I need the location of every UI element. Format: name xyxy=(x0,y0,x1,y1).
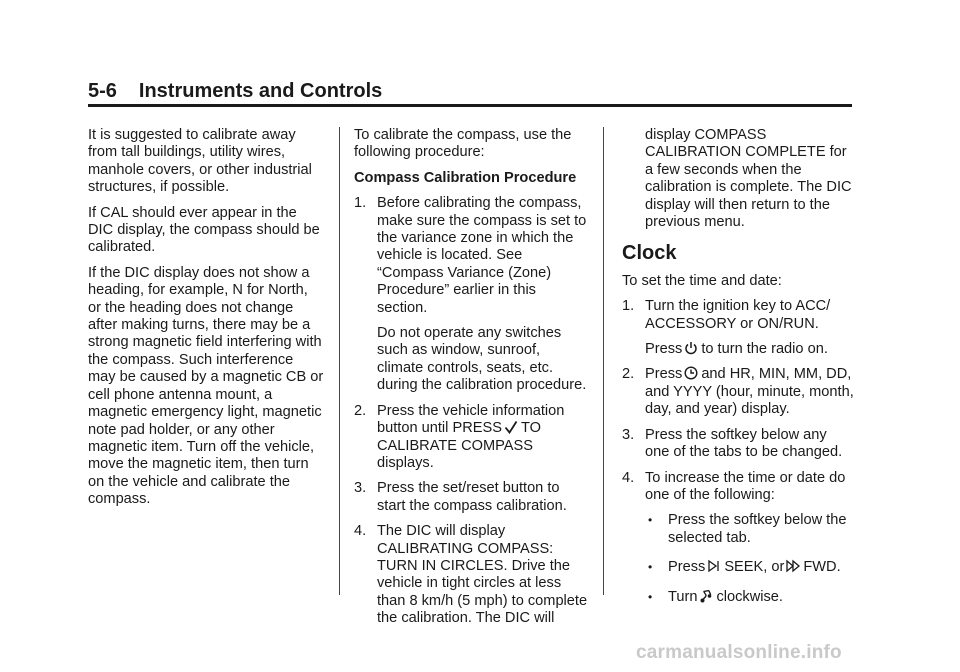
fast-forward-icon xyxy=(786,559,800,573)
step-text: Press the set/reset button to start the compass calibration. xyxy=(377,480,567,514)
clock-heading: Clock xyxy=(622,242,677,265)
column-2 xyxy=(354,127,590,636)
step-text: and HR, MIN, MM, DD, and YYYY (hour, minute, month, day, and year) display. xyxy=(645,366,854,418)
option-bullet-turn xyxy=(622,589,854,606)
clock-intro: To set the time and date: xyxy=(622,272,782,289)
step-number: 2. xyxy=(354,402,367,419)
column-3 xyxy=(622,127,854,618)
procedure-step-1 xyxy=(354,195,590,317)
step-text: Before calibrating the compass, make sure the compass is set to the variance zone in which the vehicle is located. See “Compass Variance (Zone) Procedure” earlier in this section. xyxy=(377,195,587,316)
step-number: 4. xyxy=(622,469,635,486)
step-text: Press the vehicle information button until PRESS xyxy=(377,402,565,437)
clock-step-2 xyxy=(622,366,854,418)
procedure-continuation: display COMPASS CALIBRATION COMPLETE for a few seconds when the calibration is complete. The DIC display will then return to the previous menu. xyxy=(645,127,852,231)
power-icon xyxy=(684,341,698,355)
step-number: 3. xyxy=(622,426,635,443)
step-text: Press xyxy=(645,366,683,383)
step-text: TO CALIBRATE COMPASS displays. xyxy=(377,420,541,471)
step-text: To increase the time or date do one of the following: xyxy=(645,469,846,503)
clock-step-4 xyxy=(622,470,854,505)
bullet-text: FWD. xyxy=(803,559,841,576)
checkmark-icon xyxy=(504,420,518,434)
column-divider-2 xyxy=(603,127,604,595)
note-text: Press xyxy=(645,341,683,358)
procedure-step-4 xyxy=(354,523,590,627)
page-number: 5-6 xyxy=(88,80,117,102)
bullet-text: SEEK, or xyxy=(724,559,785,576)
note-text: to turn the radio on. xyxy=(701,341,828,358)
clock-step-3 xyxy=(622,427,854,462)
watermark: carmanualsonline.info xyxy=(636,642,842,663)
step-text: Turn the ignition key to ACC/ ACCESSORY or ON/RUN. xyxy=(645,298,831,332)
bullet-text: Press xyxy=(668,559,706,576)
paragraph-interference: If the DIC display does not show a heading, for example, N for North, or the heading does not change after making turns, there may be a strong magnetic field interfering with the compass. Such interference may be caused by a magnetic CB or cell phone antenna mount, a magnetic emergency light, magnetic note pad holder, or any other magnetic item. Turn off the vehicle, move the magnetic item, then turn on the vehicle and calibrate the compass. xyxy=(88,264,324,508)
step-number: 1. xyxy=(622,298,635,315)
step-number: 1. xyxy=(354,195,367,212)
clock-step-1-note xyxy=(645,341,854,358)
bullet-text: Turn xyxy=(668,588,698,605)
step-number: 3. xyxy=(354,480,367,497)
paragraph-calibrate-away: It is suggested to calibrate away from tall buildings, utility wires, manhole covers, or other industrial structures, if possible. xyxy=(88,127,312,196)
procedure-step-3 xyxy=(354,480,590,515)
clock-icon xyxy=(684,366,698,380)
option-bullet-softkey xyxy=(622,512,854,547)
procedure-intro: To calibrate the compass, use the following procedure: xyxy=(354,127,572,161)
section-title: Instruments and Controls xyxy=(138,80,383,102)
procedure-step-2 xyxy=(354,403,590,473)
procedure-title: Compass Calibration Procedure xyxy=(354,169,577,186)
seek-icon xyxy=(707,559,721,573)
step-number: 2. xyxy=(622,366,635,383)
bullet-text: clockwise. xyxy=(716,588,783,605)
step-number: 4. xyxy=(354,523,367,540)
bullet-text: Press the softkey below the selected tab. xyxy=(668,512,847,546)
step-text: The DIC will display CALIBRATING COMPASS: TURN IN CIRCLES. Drive the vehicle in tight circles at less than 8 km/h (5 mph) to complete the calibration. The DIC will xyxy=(377,523,588,627)
column-1 xyxy=(88,127,324,517)
procedure-step-1-note: Do not operate any switches such as window, sunroof, climate controls, seats, etc. during the calibration procedure. xyxy=(377,325,587,394)
column-divider-1 xyxy=(339,127,340,595)
step-text: Press the softkey below any one of the tabs to be changed. xyxy=(645,426,843,461)
tune-knob-icon xyxy=(699,589,713,603)
option-bullet-seek xyxy=(622,559,854,576)
header-rule xyxy=(88,104,852,107)
page-header xyxy=(88,80,852,103)
paragraph-cal-display: If CAL should ever appear in the DIC display, the compass should be calibrated. xyxy=(88,204,320,256)
clock-step-1 xyxy=(622,298,854,333)
